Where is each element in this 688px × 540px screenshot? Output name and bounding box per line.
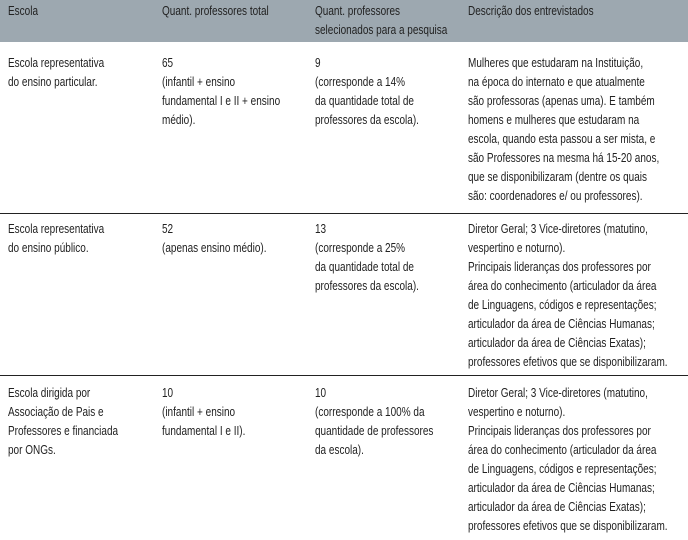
cell-line: homens e mulheres que estudaram na <box>468 113 640 127</box>
cell-line: são Professores na mesma há 15-20 anos, <box>468 151 660 165</box>
header-quant-selecionados <box>315 2 480 40</box>
cell-line: professores da escola). <box>315 279 419 293</box>
cell-line: 9 <box>315 56 321 70</box>
cell-line: vespertino e noturno). <box>468 405 566 419</box>
cell-line: Associação de Pais e <box>8 405 104 419</box>
cell-quant-selecionados <box>315 220 445 296</box>
cell-line: articulador da área de Ciências Exatas); <box>468 500 646 514</box>
cell-descricao <box>468 384 688 536</box>
header-escola <box>8 2 46 21</box>
cell-line: são professoras (apenas uma). E também <box>468 94 655 108</box>
cell-line: 13 <box>315 222 327 236</box>
cell-line: por ONGs. <box>8 443 56 457</box>
cell-line: Mulheres que estudaram na Instituição, <box>468 56 644 70</box>
cell-line: Quant. professores <box>315 4 401 18</box>
row-divider <box>0 375 688 376</box>
table-header <box>0 0 688 42</box>
cell-line: médio). <box>162 113 196 127</box>
cell-line: da quantidade total de <box>315 260 414 274</box>
cell-line: da quantidade total de <box>315 94 414 108</box>
cell-line: Escola representativa <box>8 222 105 236</box>
cell-line: articulador da área de Ciências Exatas); <box>468 336 646 350</box>
cell-line: (corresponde a 25% <box>315 241 406 255</box>
cell-line: (corresponde a 14% <box>315 75 406 89</box>
header-quant-total <box>162 2 295 21</box>
cell-line: professores efetivos que se disponibilizaram. <box>468 519 668 533</box>
cell-line: (corresponde a 100% da <box>315 405 425 419</box>
cell-line: área do conhecimento (articulador da área <box>468 443 657 457</box>
cell-line: professores da escola). <box>315 113 419 127</box>
cell-descricao <box>468 220 688 372</box>
cell-escola <box>8 220 128 258</box>
cell-line: fundamental I e II). <box>162 424 246 438</box>
cell-line: articulador da área de Ciências Humanas; <box>468 317 655 331</box>
cell-line: da escola). <box>315 443 364 457</box>
cell-line: Escola <box>8 4 39 18</box>
cell-line: quantidade de professores <box>315 424 434 438</box>
cell-quant-selecionados <box>315 384 463 460</box>
cell-line: são: coordenadores e/ ou professores). <box>468 189 643 203</box>
cell-line: Diretor Geral; 3 Vice-diretores (matutino, <box>468 386 648 400</box>
cell-line: Diretor Geral; 3 Vice-diretores (matutino, <box>468 222 648 236</box>
cell-line: selecionados para a pesquisa <box>315 23 448 37</box>
cell-line: na época do internato e que atualmente <box>468 75 645 89</box>
cell-line: 52 <box>162 222 174 236</box>
cell-quant-total <box>162 54 310 130</box>
cell-line: Principais lideranças dos professores por <box>468 424 651 438</box>
cell-line: área do conhecimento (articulador da área <box>468 279 657 293</box>
row-divider <box>0 213 688 214</box>
cell-quant-selecionados <box>315 54 445 130</box>
cell-line: do ensino público. <box>8 241 89 255</box>
cell-line: Escola representativa <box>8 56 105 70</box>
cell-line: articulador da área de Ciências Humanas; <box>468 481 655 495</box>
cell-line: 10 <box>315 386 327 400</box>
cell-line: Professores e financiada <box>8 424 119 438</box>
cell-line: Descrição dos entrevistados <box>468 4 594 18</box>
cell-line: professores efetivos que se disponibilizaram. <box>468 355 668 369</box>
cell-escola <box>8 54 128 92</box>
cell-line: (infantil + ensino <box>162 405 236 419</box>
header-descricao <box>468 2 625 21</box>
cell-line: vespertino e noturno). <box>468 241 566 255</box>
cell-line: (apenas ensino médio). <box>162 241 267 255</box>
cell-quant-total <box>162 220 293 258</box>
cell-quant-total <box>162 384 266 441</box>
cell-line: de Linguagens, códigos e representações; <box>468 298 657 312</box>
cell-descricao <box>468 54 688 206</box>
cell-line: que se disponibilizaram (dentre os quais <box>468 170 647 184</box>
cell-line: (infantil + ensino <box>162 75 236 89</box>
cell-line: Quant. professores total <box>162 4 269 18</box>
cell-line: 10 <box>162 386 174 400</box>
cell-line: 65 <box>162 56 174 70</box>
cell-line: Principais lideranças dos professores por <box>468 260 651 274</box>
cell-escola <box>8 384 146 460</box>
cell-line: fundamental I e II + ensino <box>162 94 281 108</box>
cell-line: escola, quando esta passou a ser mista, e <box>468 132 656 146</box>
cell-line: do ensino particular. <box>8 75 98 89</box>
cell-line: Escola dirigida por <box>8 386 91 400</box>
cell-line: de Linguagens, códigos e representações; <box>468 462 657 476</box>
